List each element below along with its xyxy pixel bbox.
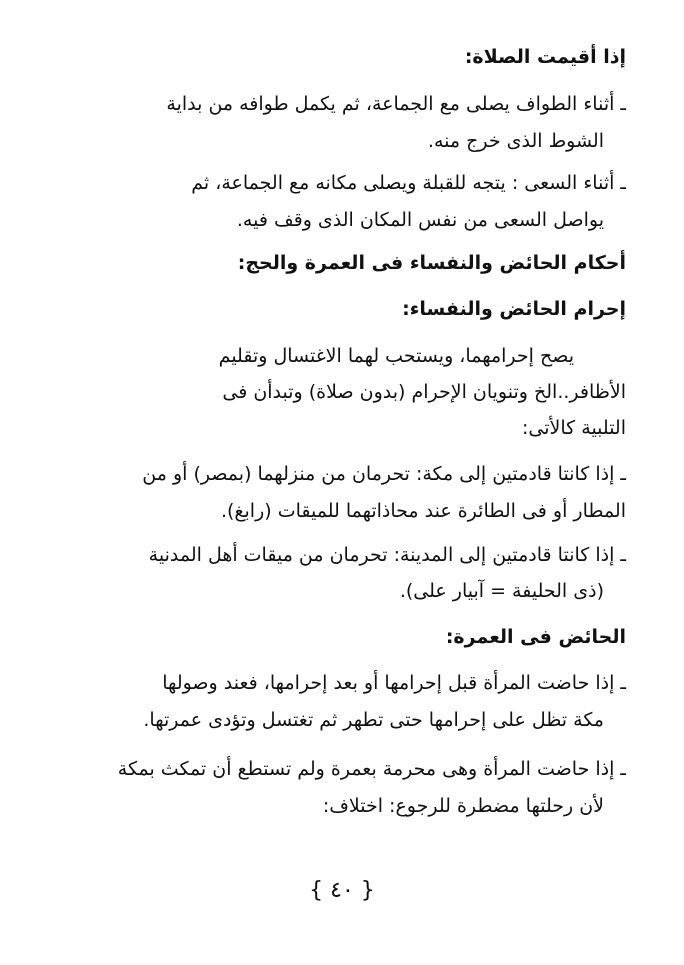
text-line: الشوط الذى خرج منه. — [427, 130, 604, 152]
heading-prayer: إذا أقيمت الصلاة: — [464, 46, 626, 68]
text-line: (ذى الحليفة = آبيار على). — [399, 580, 604, 602]
page-number: { ٤٠ } — [309, 878, 375, 903]
text-line: مكة تظل على إحرامها حتى تطهر ثم تغتسل وتؤدى عمرتها. — [143, 709, 604, 731]
text-line: ـ إذا حاضت المرأة وهى محرمة بعمرة ولم تستطع أن تمكث بمكة — [117, 758, 626, 780]
text-line: يصح إحرامهما، ويستحب لهما الاغتسال وتقليم — [218, 345, 574, 367]
heading-menstruating-umrah: الحائض فى العمرة: — [445, 626, 626, 648]
text-line: المطار أو فى الطائرة عند محاذاتهما للميقات (رابغ). — [220, 500, 626, 522]
heading-rulings: أحكام الحائض والنفساء فى العمرة والحج: — [237, 252, 626, 274]
text-line: ـ إذا كانتا قادمتين إلى مكة: تحرمان من منزلهما (بمصر) أو من — [142, 463, 626, 485]
text-line: التلبية كالأتى: — [522, 417, 626, 439]
text-line: الأظافر..الخ وتنويان الإحرام (بدون صلاة) وتبدأن فى — [222, 381, 626, 403]
text-line: لأن رحلتها مضطرة للرجوع: اختلاف: — [322, 795, 604, 817]
text-line: ـ إذا حاضت المرأة قبل إحرامها أو بعد إحرامها، فعند وصولها — [162, 672, 626, 694]
text-line: ـ أثناء الطواف يصلى مع الجماعة، ثم يكمل طوافه من بداية — [166, 93, 626, 115]
text-line: يواصل السعى من نفس المكان الذى وقف فيه. — [236, 209, 604, 231]
text-line: ـ إذا كانتا قادمتين إلى المدينة: تحرمان من ميقات أهل المدنية — [148, 544, 626, 566]
subheading-ihram: إحرام الحائض والنفساء: — [402, 298, 626, 320]
text-line: ـ أثناء السعى : يتجه للقبلة ويصلى مكانه مع الجماعة، ثم — [191, 172, 626, 194]
